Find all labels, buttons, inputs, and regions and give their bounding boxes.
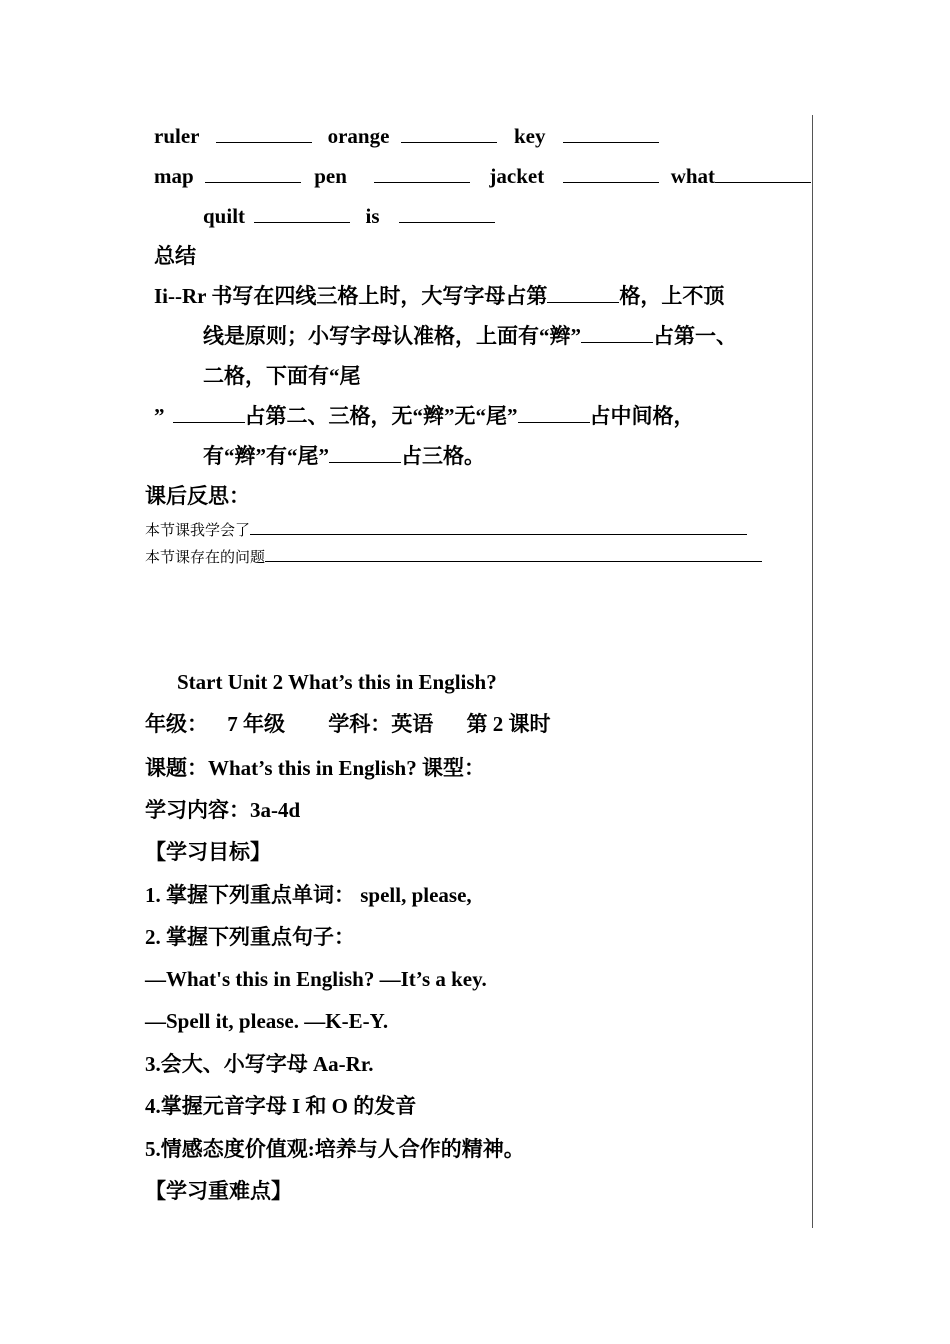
- reflection-label: 本节课我学会了: [145, 521, 251, 539]
- subject-label: 学科：: [328, 712, 392, 736]
- grade-label: 年级：: [145, 712, 208, 736]
- right-margin-line: [812, 115, 813, 1228]
- summary-text: 线是原则；小写字母认准格，上面有“辫”: [203, 324, 581, 348]
- goal-3: 3.会大、小写字母 Aa-Rr.: [145, 1052, 374, 1076]
- answer-blank[interactable]: [399, 202, 495, 223]
- vocab-word: quilt: [203, 204, 246, 228]
- key-sentence-2: —Spell it, please. —K-E-Y.: [145, 1009, 389, 1033]
- goal-4: 4.掌握元音字母 I 和 O 的发音: [145, 1094, 417, 1118]
- vocab-word: jacket: [489, 164, 545, 188]
- summary-line-2: [203, 322, 737, 350]
- summary-text: 占第一、: [653, 324, 737, 348]
- answer-blank[interactable]: [715, 162, 811, 183]
- subject-value: 英语: [391, 712, 434, 736]
- vocab-word: key: [513, 124, 546, 148]
- answer-blank[interactable]: [563, 162, 659, 183]
- summary-line-5: [203, 442, 485, 470]
- answer-blank[interactable]: [374, 162, 470, 183]
- reflection-problems: [145, 547, 762, 567]
- grade-value: 7 年级: [227, 712, 285, 736]
- reflection-heading: 课后反思：: [145, 484, 250, 508]
- answer-blank[interactable]: [216, 122, 312, 143]
- summary-line-4: [154, 402, 695, 430]
- vocab-word: orange: [327, 124, 390, 148]
- goals-heading: 【学习目标】: [145, 840, 271, 864]
- answer-blank[interactable]: [581, 322, 653, 343]
- summary-text: Ii--Rr 书写在四线三格上时，大写字母占第: [154, 284, 548, 308]
- reflection-label: 本节课存在的问题: [145, 548, 266, 566]
- reflection-learned: [145, 520, 747, 540]
- answer-blank[interactable]: [329, 442, 401, 463]
- summary-text: 有“辫”有“尾”: [203, 444, 329, 468]
- vocab-row-1: [154, 122, 659, 150]
- summary-text: 占中间格，: [589, 404, 695, 428]
- answer-blank[interactable]: [401, 122, 497, 143]
- lesson-content: 学习内容：3a-4d: [145, 798, 301, 822]
- goal-5: 5.情感态度价值观:培养与人合作的精神。: [145, 1137, 525, 1161]
- period-value: 第 2 课时: [466, 712, 551, 736]
- vocab-word: is: [365, 204, 380, 228]
- answer-blank[interactable]: [563, 122, 659, 143]
- summary-heading: 总结: [154, 244, 196, 268]
- lesson-topic: 课题：What’s this in English? 课型：: [145, 756, 485, 780]
- vocab-word: what: [670, 164, 716, 188]
- answer-blank[interactable]: [518, 402, 590, 423]
- summary-text: 占三格。: [401, 444, 485, 468]
- summary-text: ”: [154, 404, 165, 428]
- vocab-word: pen: [314, 164, 347, 188]
- answer-blank[interactable]: [254, 202, 350, 223]
- summary-text: 格，上不顶: [619, 284, 725, 308]
- summary-line-3: 二格，下面有“尾: [203, 364, 361, 388]
- lesson-title: Start Unit 2 What’s this in English?: [177, 670, 497, 694]
- goal-2: 2. 掌握下列重点句子：: [145, 925, 355, 949]
- answer-blank[interactable]: [205, 162, 301, 183]
- keypoints-heading: 【学习重难点】: [145, 1179, 292, 1203]
- goal-1: 1. 掌握下列重点单词： spell, please,: [145, 883, 472, 907]
- summary-text: 占第二、三格，无“辫”无“尾”: [244, 404, 518, 428]
- vocab-row-3: [203, 202, 495, 230]
- answer-blank[interactable]: [547, 282, 619, 303]
- vocab-word: map: [154, 164, 194, 188]
- summary-line-1: [154, 282, 724, 310]
- vocab-word: ruler: [154, 124, 200, 148]
- answer-line[interactable]: [250, 520, 747, 535]
- answer-blank[interactable]: [173, 402, 245, 423]
- vocab-row-2: [154, 162, 811, 190]
- answer-line[interactable]: [265, 547, 762, 562]
- lesson-meta: [145, 710, 551, 738]
- key-sentence-1: —What's this in English? —It’s a key.: [145, 967, 487, 991]
